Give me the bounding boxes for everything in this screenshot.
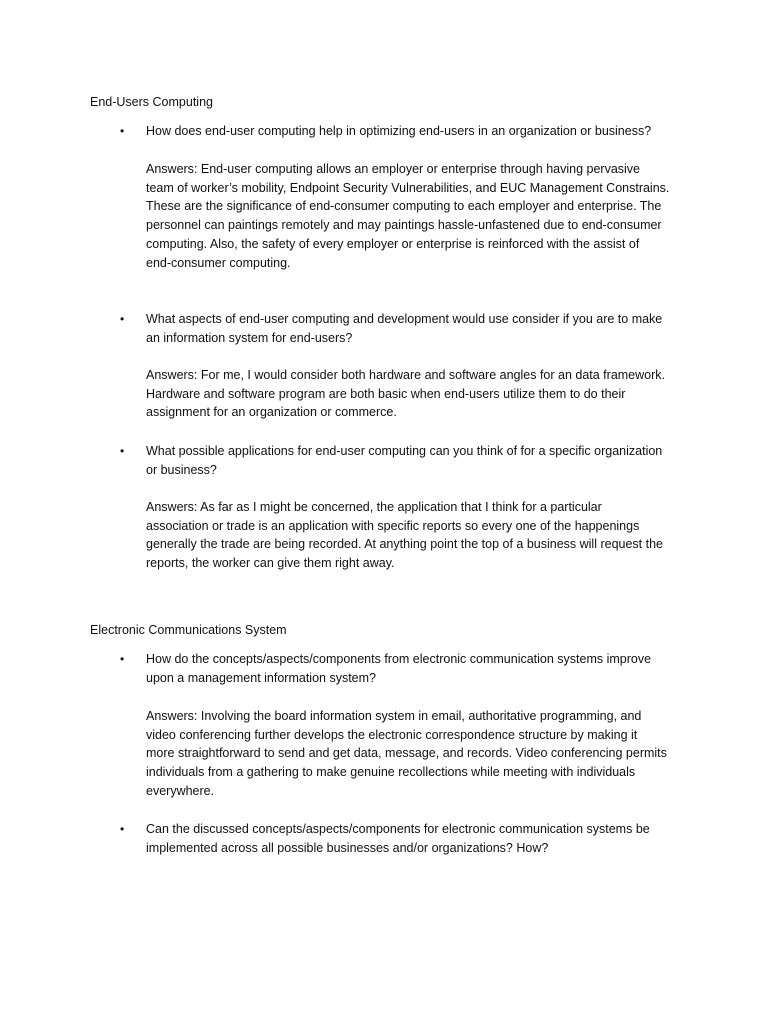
question-text: Can the discussed concepts/aspects/components for electronic communication systems be implemented across all possible businesses and/or organizations? How? [146,822,650,855]
answer-text: Answers: Involving the board information system in email, authoritative programming, and video conferencing further develops the electronic correspondence structure by making it more straightforward to send and get data, message, and records. Video conferencing permits individuals from a gathering to make genuine recollections while meeting with individuals everywhere. [146,709,667,798]
bullet-point: • [120,124,125,138]
section-heading-end-users-computing: End-Users Computing [90,95,213,109]
section-heading-electronic-communications-system: Electronic Communications System [90,623,287,637]
answer-text: Answers: For me, I would consider both hardware and software angles for an data framework. Hardware and software program are both basic when end-users utilize them to do their assignment for an organization or commerce. [146,368,666,420]
question-text: How do the concepts/aspects/components from electronic communication systems improve upon a management information system? [146,652,652,685]
answer-text: Answers: As far as I might be concerned, the application that I think for a particular association or trade is an application with specific reports so every one of the happenings generally the trade are being recorded. At anything point the top of a business will request the reports, the worker can give them right away. [146,500,663,571]
answer-text: Answers: End-user computing allows an employer or enterprise through having pervasive team of worker’s mobility, Endpoint Security Vulnerabilities, and EUC Management Constrains. These are the significance of end-consumer computing to each employer and enterprise. The personnel can paintings remotely and may paintings hassle-unfastened due to end-consumer computing. Also, the safety of every employer or enterprise is reinforced with the assist of end-consumer computing. [146,162,670,270]
bullet-point: • [120,312,125,326]
bullet-point: • [120,444,125,458]
question-text: What possible applications for end-user computing can you think of for a specific organization or business? [146,444,663,477]
bullet-point: • [120,822,125,836]
bullet-point: • [120,652,125,666]
question-text: How does end-user computing help in optimizing end-users in an organization or business? [146,124,652,138]
question-text: What aspects of end-user computing and development would use consider if you are to make an information system for end-users? [146,312,663,345]
